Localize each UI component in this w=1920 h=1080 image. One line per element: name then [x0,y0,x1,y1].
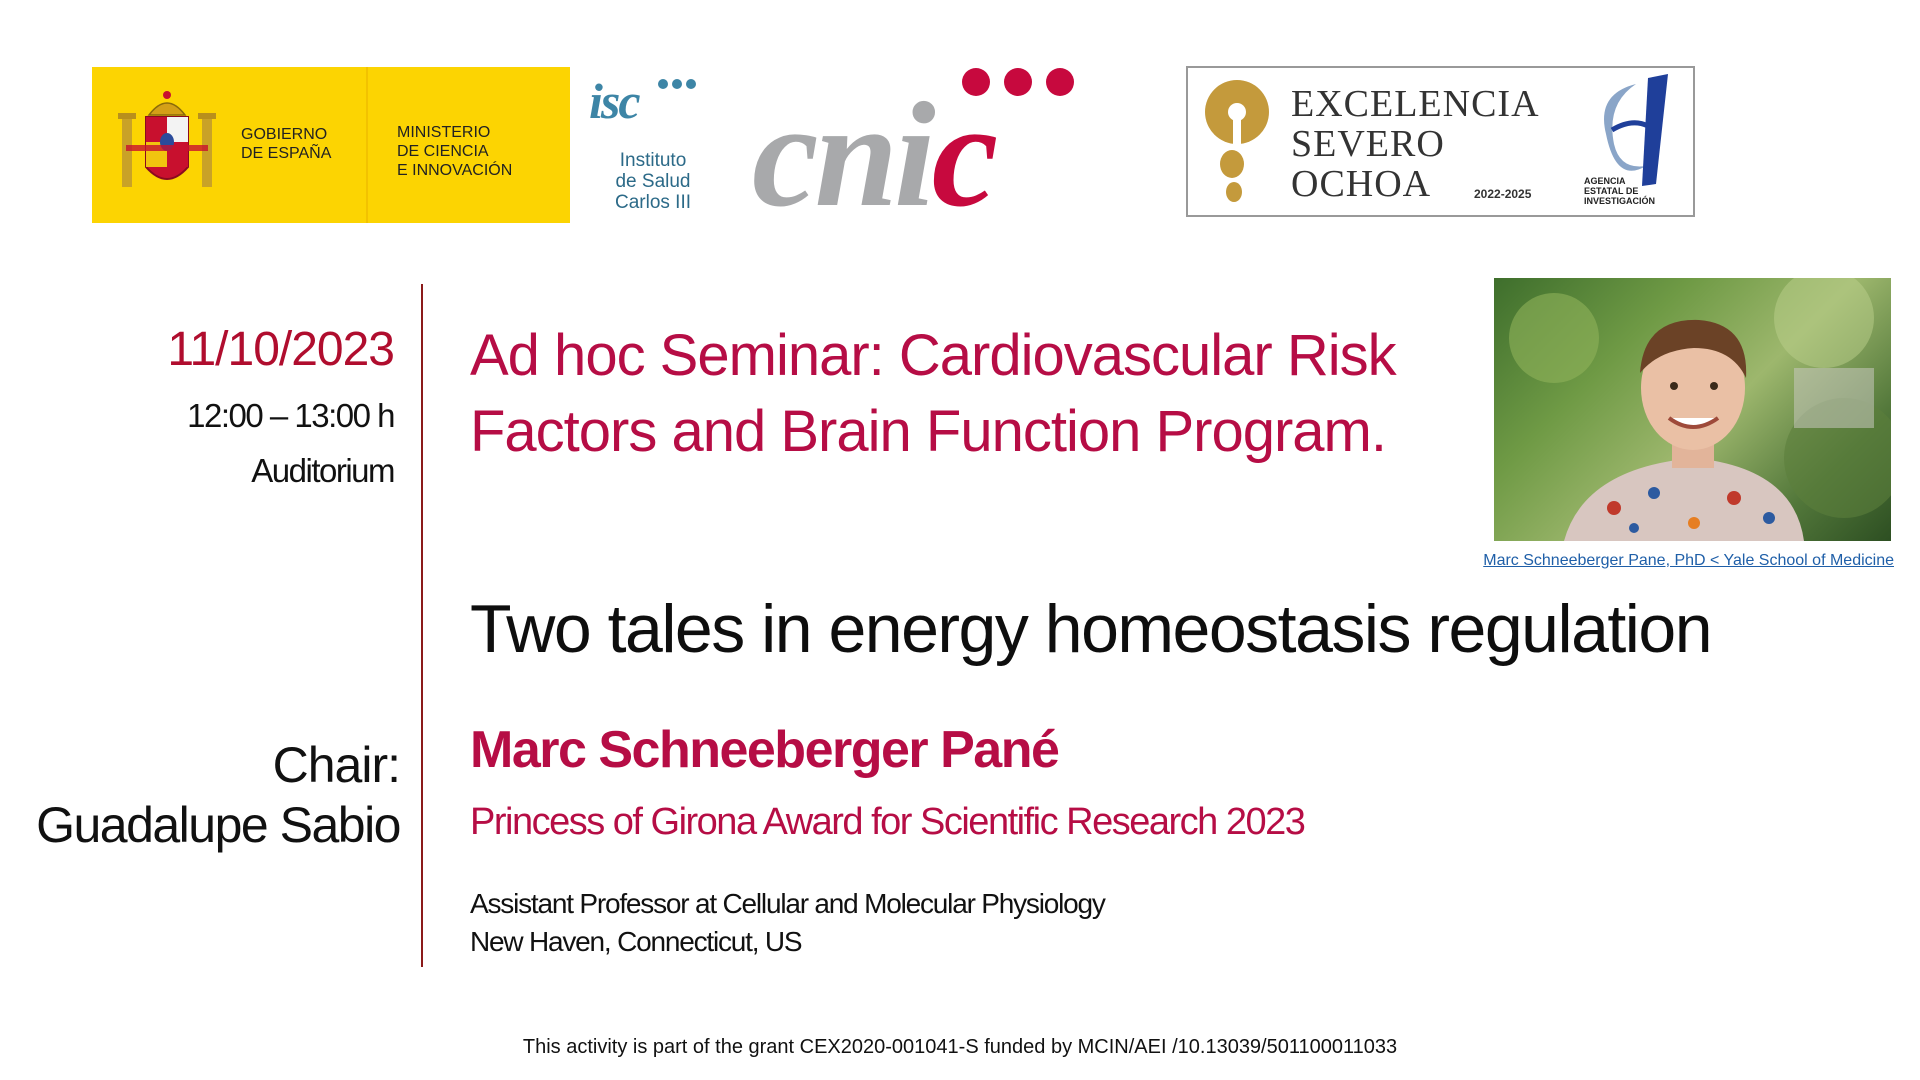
speaker-name: Marc Schneeberger Pané [470,721,1059,779]
speaker-position: Assistant Professor at Cellular and Molecular Physiology [470,888,1105,919]
speaker-profile-link[interactable]: Marc Schneeberger Pane, PhD < Yale School of Medicine [1483,552,1894,569]
severo-ochoa-years: 2022-2025 [1474,187,1532,201]
severo-ochoa-title [1291,84,1540,204]
cnic-logo [752,60,1132,238]
ministerio-text [397,123,512,180]
severo-line-2: SEVERO [1291,123,1445,165]
isciii-line-1: Instituto [619,150,687,171]
gobierno-text [241,125,331,163]
gov-logo-divider [366,67,368,223]
event-date: 11/10/2023 [167,323,394,376]
seminar-title [470,318,1410,470]
cnic-letters-cn: cn [752,72,894,238]
chair-name: Guadalupe Sabio [36,797,400,853]
isciii-dots-icon [655,74,701,96]
isciii-line-3: Carlos III [614,192,692,213]
ministry-line-1: MINISTERIO [397,124,491,141]
speaker-portrait-icon [1494,278,1891,541]
isciii-logo [585,72,700,220]
gobierno-ministerio-logo [92,67,570,223]
grant-note: This activity is part of the grant CEX2020-001041-S funded by MCIN/AEI /10.13039/501100011033 [522,1036,1398,1058]
isciii-line-2: de Salud [615,171,691,192]
speaker-photo [1494,278,1891,541]
isciii-text [613,150,693,213]
talk-title: Two tales in energy homeostasis regulation [470,591,1712,667]
speaker-award: Princess of Girona Award for Scientific Research 2023 [470,801,1305,843]
cnic-wordmark [752,72,995,238]
event-location: Auditorium [251,452,394,489]
cnic-letter-i: i [894,72,932,238]
event-time: 12:00 – 13:00 h [187,397,394,434]
isciii-mark: isc [589,73,639,129]
gov-line-2: DE ESPAÑA [241,145,332,162]
severo-ochoa-logo [1186,66,1695,217]
seminar-title-line-2: Factors and Brain Function Program. [470,399,1386,464]
severo-line-3: OCHOA [1291,163,1432,205]
vertical-divider [421,284,423,967]
ministry-line-2: DE CIENCIA [397,143,489,160]
seminar-title-line-1: Ad hoc Seminar: Cardiovascular Risk [470,323,1396,388]
gov-line-1: GOBIERNO [241,126,328,143]
severo-ochoa-emblem-icon [1202,72,1272,212]
ministry-line-3: E INNOVACIÓN [397,162,513,179]
speaker-location: New Haven, Connecticut, US [470,926,802,957]
aei-agency-text: AGENCIA ESTATAL DE INVESTIGACIÓN [1584,176,1656,206]
spain-coat-of-arms-icon [116,87,218,203]
chair-label: Chair: [272,737,400,793]
cnic-dot-icon [1046,68,1074,96]
severo-line-1: EXCELENCIA [1291,83,1540,125]
cnic-dot-icon [1004,68,1032,96]
cnic-letter-c: c [931,72,995,238]
